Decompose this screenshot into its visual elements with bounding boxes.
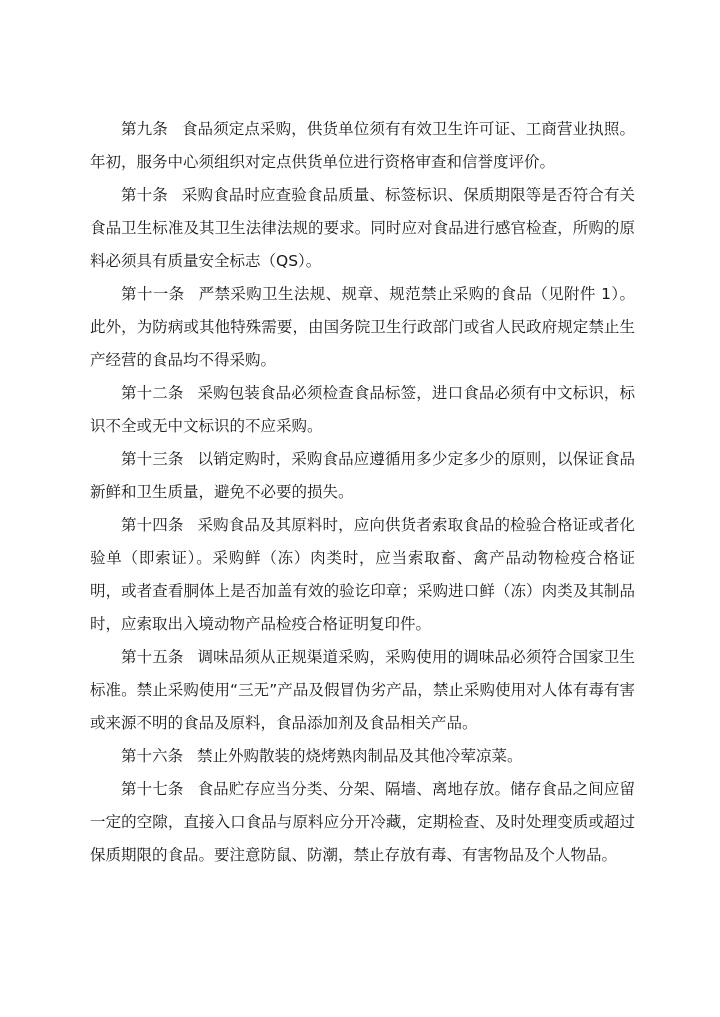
article-number: 第十一条 (121, 285, 185, 303)
article-11 (90, 278, 635, 377)
article-10 (90, 179, 635, 278)
article-12 (90, 377, 635, 443)
article-16 (90, 740, 635, 773)
article-number: 第十条 (121, 186, 168, 204)
article-9 (90, 113, 635, 179)
article-15 (90, 641, 635, 740)
article-number: 第十四条 (121, 516, 184, 534)
article-text: 禁止外购散装的烧烤熟肉制品及其他冷荤凉菜。 (197, 747, 523, 765)
article-number: 第十七条 (121, 780, 184, 798)
article-17 (90, 773, 635, 872)
document-page (90, 113, 635, 872)
article-text: 以销定购时，采购食品应遵循用多少定多少的原则，以保证食品新鲜和卫生质量，避免不必要的损失。 (90, 450, 635, 501)
article-number: 第十五条 (121, 648, 184, 666)
article-text: 采购食品时应查验食品质量、标签标识、保质期限等是否符合有关食品卫生标准及其卫生法律法规的要求。同时应对食品进行感官检查，所购的原料必须具有质量安全标志（QS）。 (90, 186, 635, 270)
article-number: 第十六条 (121, 747, 184, 765)
article-14 (90, 509, 635, 641)
article-number: 第九条 (121, 120, 168, 138)
article-text: 严禁采购卫生法规、规章、规范禁止采购的食品（见附件 1）。此外，为防病或其他特殊需要，由国务院卫生行政部门或省人民政府规定禁止生产经营的食品均不得采购。 (90, 285, 635, 369)
article-text: 采购包装食品必须检查食品标签，进口食品必须有中文标识，标识不全或无中文标识的不应采购。 (90, 384, 635, 435)
article-text: 采购食品及其原料时，应向供货者索取食品的检验合格证或者化验单（即索证）。采购鲜（冻）肉类时，应当索取畜、禽产品动物检疫合格证明，或者查看胴体上是否加盖有效的验讫印章；采购进口鲜（冻）肉类及其制品时，应索取出入境动物产品检疫合格证明复印件。 (90, 516, 635, 633)
article-number: 第十二条 (121, 384, 184, 402)
article-text: 食品贮存应当分类、分架、隔墙、离地存放。储存食品之间应留一定的空隙，直接入口食品与原料应分开冷藏，定期检查、及时处理变质或超过保质期限的食品。要注意防鼠、防潮，禁止存放有毒、有害物品及个人物品。 (90, 780, 635, 864)
article-number: 第十三条 (121, 450, 184, 468)
article-text: 食品须定点采购，供货单位须有有效卫生许可证、工商营业执照。年初，服务中心须组织对定点供货单位进行资格审查和信誉度评价。 (90, 120, 635, 171)
article-text: 调味品须从正规渠道采购，采购使用的调味品必须符合国家卫生标准。禁止采购使用“三无”产品及假冒伪劣产品，禁止采购使用对人体有毒有害或来源不明的食品及原料，食品添加剂及食品相关产品。 (90, 648, 635, 732)
article-13 (90, 443, 635, 509)
